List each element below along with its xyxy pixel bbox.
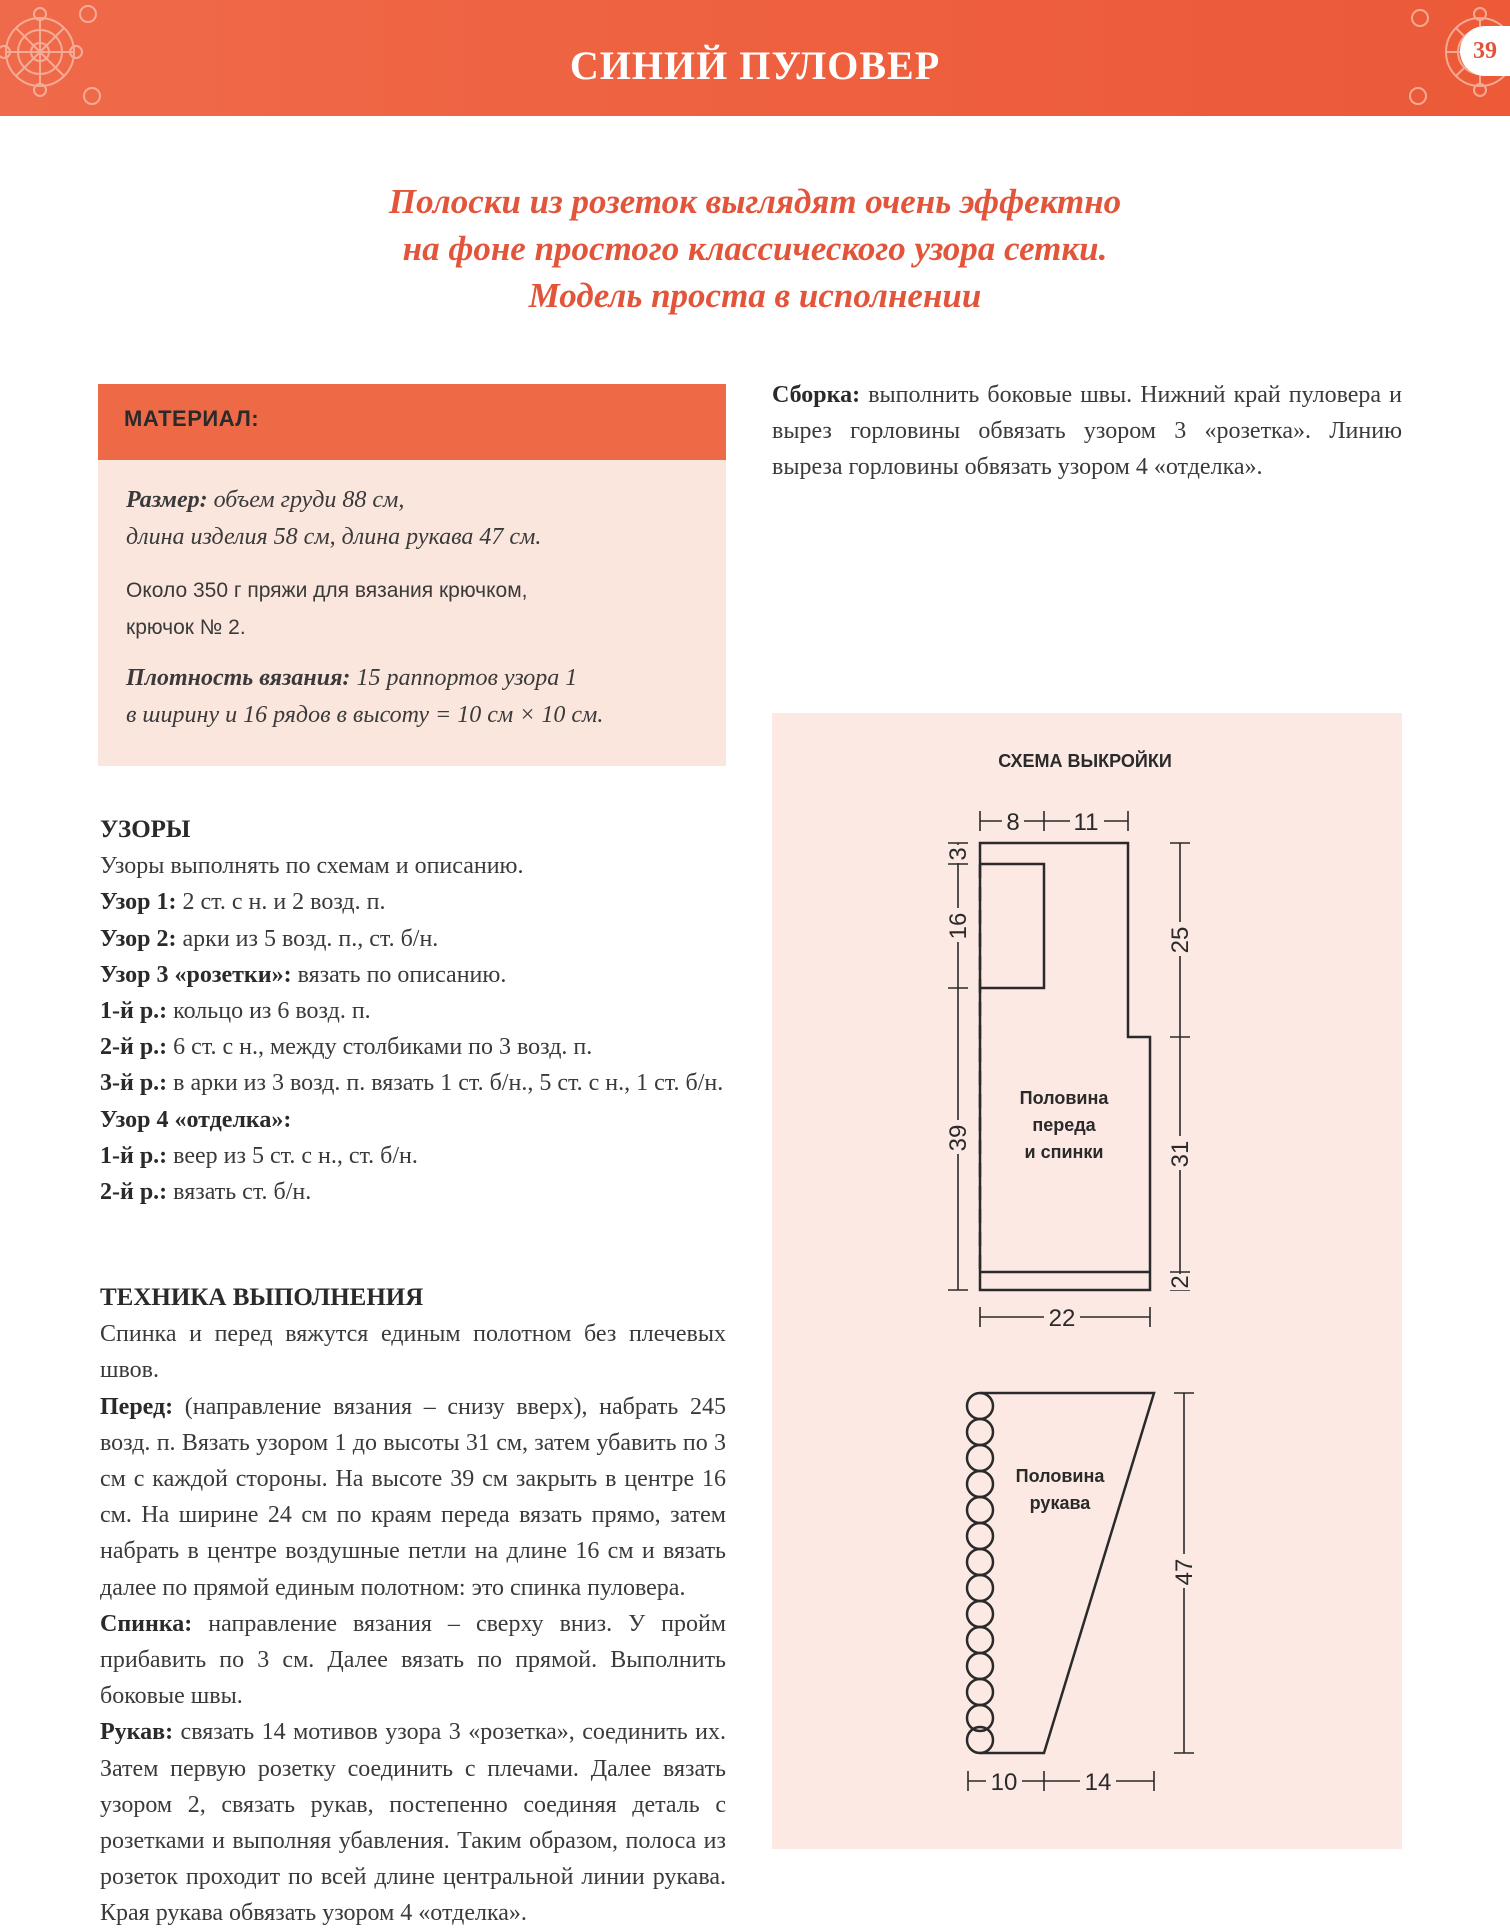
dim-label: 2 bbox=[1167, 1275, 1194, 1289]
page-header bbox=[0, 0, 1510, 116]
body-label: и спинки bbox=[1024, 1142, 1104, 1162]
rosette-strip bbox=[967, 1393, 993, 1753]
pattern-4-row-2: 2-й р.: вязать ст. б/н. bbox=[100, 1179, 312, 1206]
size-text: объем груди 88 см, bbox=[207, 487, 405, 513]
density-info bbox=[126, 660, 716, 734]
size-info bbox=[126, 482, 716, 556]
pattern-2: Узор 2: арки из 5 возд. п., ст. б/н. bbox=[100, 925, 439, 952]
subtitle-line: на фоне простого классического узора сетки. bbox=[402, 229, 1108, 268]
density-label: Плотность вязания: bbox=[126, 665, 351, 691]
pattern-1: Узор 1: 2 ст. с н. и 2 возд. п. bbox=[100, 889, 386, 916]
pattern-3-row-2: 2-й р.: 6 ст. с н., между столбиками по 3 возд. п. bbox=[100, 1034, 593, 1061]
body-label: переда bbox=[1032, 1115, 1096, 1135]
back-instructions: Спинка: направление вязания – сверху вниз. У пройм прибавить по 3 см. Далее вязать по прямой. Выполнить боковые швы. bbox=[100, 1610, 726, 1710]
subtitle-line: Полоски из розеток выглядят очень эффектно bbox=[388, 182, 1122, 221]
material-header bbox=[98, 384, 726, 460]
pattern-3-row-1: 1-й р.: кольцо из 6 возд. п. bbox=[100, 998, 371, 1025]
pattern-4-row-1: 1-й р.: веер из 5 ст. с н., ст. б/н. bbox=[100, 1142, 418, 1169]
dim-label: 14 bbox=[1084, 1769, 1112, 1796]
sleeve-label: Половина bbox=[1015, 1466, 1105, 1486]
subtitle-line: Модель проста в исполнении bbox=[528, 276, 982, 315]
sleeve-label: рукава bbox=[1029, 1493, 1091, 1513]
dim-label: 10 bbox=[990, 1769, 1018, 1796]
density-text: в ширину и 16 рядов в высоту = 10 см × 10 см. bbox=[126, 702, 604, 728]
pattern-3-row-3: 3-й р.: в арки из 3 возд. п. вязать 1 ст. б/н., 5 ст. с н., 1 ст. б/н. bbox=[100, 1070, 724, 1097]
assembly-section bbox=[772, 377, 1402, 486]
yarn-text: крючок № 2. bbox=[126, 616, 246, 639]
dim-label: 31 bbox=[1167, 1140, 1194, 1168]
dim-label: 16 bbox=[945, 912, 972, 940]
sleeve-instructions: Рукав: связать 14 мотивов узора 3 «розетка», соединить их. Затем первую розетку соединить с плечами. Далее вязать узором 2, связать рукав, постепенно соединяя деталь с розетками и выполняя убавления. Таким образом, полоса из розеток проходит по всей длине центральной линии рукава. Края рукава обвязать узором 4 «отделка». bbox=[100, 1719, 726, 1927]
dim-label: 11 bbox=[1073, 809, 1099, 836]
diagram-title: СХЕМА ВЫКРОЙКИ bbox=[998, 751, 1172, 771]
pattern-4: Узор 4 «отделка»: bbox=[100, 1106, 292, 1133]
section-heading: УЗОРЫ bbox=[100, 816, 191, 843]
patterns-intro: Узоры выполнять по схемам и описанию. bbox=[100, 853, 524, 880]
dim-label: 8 bbox=[1006, 809, 1020, 836]
assembly-instructions: Сборка: выполнить боковые швы. Нижний край пуловера и вырез горловины обвязать узором 3 «розетка». Линию выреза горловины обвязать узором 4 «отделка». bbox=[772, 382, 1402, 481]
yarn-info bbox=[126, 572, 716, 646]
intro-subtitle bbox=[200, 178, 1310, 319]
sleeve-outline bbox=[980, 1393, 1154, 1753]
patterns-section bbox=[100, 812, 726, 1210]
body-label: Половина bbox=[1019, 1088, 1109, 1108]
technique-intro: Спинка и перед вяжутся единым полотном без плечевых швов. bbox=[100, 1321, 726, 1384]
body-outline bbox=[980, 843, 1150, 1290]
material-box bbox=[98, 460, 726, 766]
page-title: СИНИЙ ПУЛОВЕР bbox=[569, 43, 941, 88]
dim-label: 25 bbox=[1167, 926, 1194, 954]
dim-label: 47 bbox=[1171, 1558, 1198, 1586]
material-heading: МАТЕРИАЛ: bbox=[124, 406, 260, 431]
pattern-3: Узор 3 «розетки»: вязать по описанию. bbox=[100, 961, 507, 988]
page-number: 39 bbox=[1460, 26, 1510, 76]
section-heading: ТЕХНИКА ВЫПОЛНЕНИЯ bbox=[100, 1284, 424, 1311]
dim-label: 3 bbox=[945, 847, 972, 861]
neckline bbox=[980, 864, 1044, 988]
size-label: Размер: bbox=[126, 487, 208, 513]
dim-label: 39 bbox=[945, 1124, 972, 1152]
density-text: 15 раппортов узора 1 bbox=[350, 665, 578, 691]
yarn-text: Около 350 г пряжи для вязания крючком, bbox=[126, 579, 528, 602]
front-instructions: Перед: (направление вязания – снизу вверх), набрать 245 возд. п. Вязать узором 1 до высоты 31 см, затем убавить по 3 см с каждой стороны. На высоте 39 см закрыть в центре 16 см. На ширине 24 см по краям переда вязать прямо, затем набрать в центре воздушные петли на длине 16 см и вязать далее по прямой единым полотном: это спинка пуловера. bbox=[100, 1393, 726, 1601]
dim-label: 22 bbox=[1048, 1305, 1076, 1332]
pattern-diagram bbox=[772, 713, 1402, 1849]
technique-section bbox=[100, 1280, 726, 1932]
size-text: длина изделия 58 см, длина рукава 47 см. bbox=[126, 524, 542, 550]
